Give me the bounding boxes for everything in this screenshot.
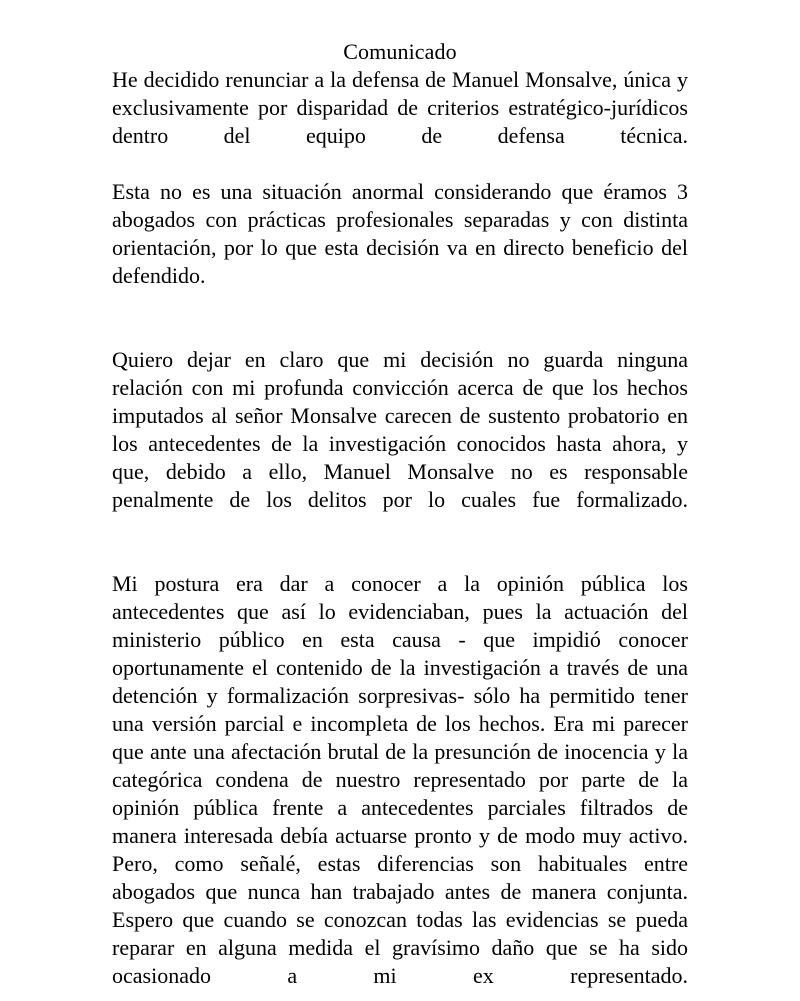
document-title: Comunicado	[343, 39, 457, 64]
document-text-block	[112, 38, 688, 1001]
paragraph-4: Mi postura era dar a conocer a la opinión pública los antecedentes que así lo evidenciaban, pues la actuación del ministerio público en esta causa - que impidió conocer oportunamente el contenido de la investigación a través de una detención y formalización sorpresivas- sólo ha permitido tener una versión parcial e incompleta de los hechos. Era mi parecer que ante una afectación brutal de la presunción de inocencia y la categórica condena de nuestro representado por parte de la opinión pública frente a antecedentes parciales filtrados de manera interesada debía actuarse pronto y de modo muy activo. Pero, como señalé, estas diferencias son habituales entre abogados que nunca han trabajado antes de manera conjunta. Espero que cuando se conozcan todas las evidencias se pueda reparar en alguna medida el gravísimo daño que se ha sido ocasionado a mi ex representado.	[112, 571, 688, 988]
paragraph-3: Quiero dejar en claro que mi decisión no guarda ninguna relación con mi profunda convicción acerca de que los hechos imputados al señor Monsalve carecen de sustento probatorio en los antecedentes de la investigación conocidos hasta ahora, y que, debido a ello, Manuel Monsalve no es responsable penalmente de los delitos por lo cuales fue formalizado.	[112, 347, 688, 512]
paragraph-2: Esta no es una situación anormal considerando que éramos 3 abogados con prácticas profesionales separadas y con distinta orientación, por lo que esta decisión va en directo beneficio del defendido.	[112, 179, 688, 288]
paragraph-1: He decidido renunciar a la defensa de Manuel Monsalve, única y exclusivamente por disparidad de criterios estratégico-jurídicos dentro del equipo de defensa técnica.	[112, 67, 688, 148]
